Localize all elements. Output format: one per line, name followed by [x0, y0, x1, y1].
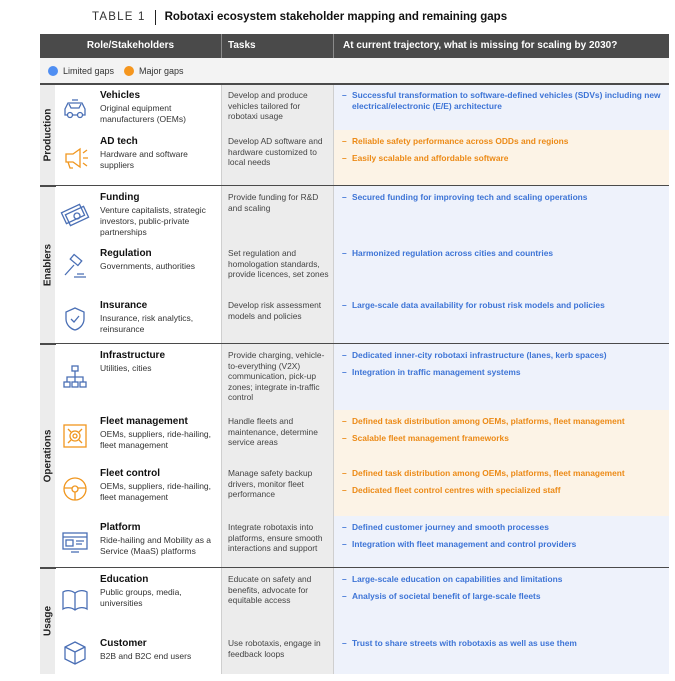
gap-item: – Scalable fleet management frameworks: [340, 433, 663, 444]
gaps-cell: [333, 130, 669, 186]
table-row: [56, 186, 669, 242]
gap-item: – Easily scalable and affordable software: [340, 153, 663, 164]
gap-item: – Secured funding for improving tech and scaling operations: [340, 192, 663, 203]
tasks-cell: [221, 186, 333, 242]
role-name: Fleet management: [100, 416, 188, 427]
gaps-cell: [333, 462, 669, 516]
tasks-text: Provide charging, vehicle-to-everything (V2X) communication, pick-up zones; integrate in-traffic control: [228, 350, 325, 402]
role-cell: [56, 294, 221, 344]
role-cell: [56, 516, 221, 568]
gaps-cell: [333, 186, 669, 242]
role-text: [100, 136, 219, 171]
role-description: Venture capitalists, strategic investors, public-private partnerships: [100, 205, 206, 237]
header-divider: [221, 34, 222, 58]
gap-item: – Reliable safety performance across ODDs and regions: [340, 136, 663, 147]
cube-icon: [60, 638, 90, 668]
gap-item: – Trust to share streets with robotaxis as well as use them: [340, 638, 663, 649]
gavel-icon: [60, 253, 90, 283]
role-description: Governments, authorities: [100, 261, 195, 271]
table-row: [56, 568, 669, 632]
gap-item: – Dedicated fleet control centres with specialized staff: [340, 485, 663, 496]
gap-item: – Defined task distribution among OEMs, platforms, fleet management: [340, 416, 663, 427]
legend: [40, 58, 669, 84]
section-operations: Operations: [40, 344, 55, 568]
role-name: Customer: [100, 638, 147, 649]
table-row: [56, 462, 669, 516]
header-tasks: Tasks: [228, 40, 256, 51]
header-gaps: At current trajectory, what is missing for scaling by 2030?: [343, 40, 618, 51]
table-row: [56, 516, 669, 568]
tasks-cell: [221, 516, 333, 568]
money-icon: [60, 199, 90, 229]
table-row: [56, 410, 669, 462]
tasks-text: Develop AD software and hardware customized to local needs: [228, 136, 323, 167]
gap-list: [340, 248, 663, 265]
role-text: [100, 574, 219, 609]
role-description: Public groups, media, universities: [100, 587, 182, 608]
gap-list: [340, 416, 663, 449]
tasks-text: Develop risk assessment models and policies: [228, 300, 322, 321]
gap-list: [340, 300, 663, 317]
table-label: TABLE 1: [92, 11, 146, 23]
role-description: B2B and B2C end users: [100, 651, 192, 661]
gap-list: [340, 350, 663, 383]
table-row: [56, 632, 669, 674]
tasks-cell: [221, 344, 333, 410]
section-usage: Usage: [40, 568, 55, 674]
sensor-icon: [60, 143, 90, 173]
section-enablers: Enablers: [40, 186, 55, 344]
role-description: Hardware and software suppliers: [100, 149, 188, 170]
table-row: [56, 242, 669, 294]
role-name: Funding: [100, 192, 140, 203]
role-name: Infrastructure: [100, 350, 166, 361]
tasks-text: Set regulation and homologation standards, provide licences, set zones: [228, 248, 329, 279]
role-name: Regulation: [100, 248, 152, 259]
gaps-cell: [333, 632, 669, 674]
table-title-row: [92, 8, 507, 26]
gap-item: – Dedicated inner-city robotaxi infrastructure (lanes, kerb spaces): [340, 350, 663, 361]
role-text: [100, 248, 219, 272]
role-text: [100, 300, 219, 335]
gap-item: – Integration with fleet management and control providers: [340, 539, 663, 550]
gaps-cell: [333, 242, 669, 294]
tasks-text: Manage safety backup drivers, monitor fleet performance: [228, 468, 313, 499]
legend-limited-label: Limited gaps: [63, 66, 115, 76]
tasks-text: Handle fleets and maintenance, determine service areas: [228, 416, 318, 447]
role-cell: [56, 344, 221, 410]
major-dot-icon: [124, 66, 134, 76]
gap-list: [340, 136, 663, 169]
role-text: [100, 522, 219, 557]
role-cell: [56, 568, 221, 632]
role-name: Vehicles: [100, 90, 141, 101]
role-cell: [56, 632, 221, 674]
tasks-text: Develop and produce vehicles tailored for robotaxi usage: [228, 90, 308, 121]
platform-icon: [60, 527, 90, 557]
gap-list: [340, 522, 663, 555]
role-description: Insurance, risk analytics, reinsurance: [100, 313, 194, 334]
tasks-cell: [221, 242, 333, 294]
gaps-cell: [333, 344, 669, 410]
role-text: [100, 350, 219, 374]
tasks-text: Use robotaxis, engage in feedback loops: [228, 638, 321, 659]
gaps-cell: [333, 516, 669, 568]
legend-major-label: Major gaps: [139, 66, 184, 76]
gap-item: – Harmonized regulation across cities and countries: [340, 248, 663, 259]
role-description: Ride-hailing and Mobility as a Service (MaaS) platforms: [100, 535, 212, 556]
role-text: [100, 90, 219, 125]
role-cell: [56, 242, 221, 294]
gaps-cell: [333, 84, 669, 130]
table-title: Robotaxi ecosystem stakeholder mapping and remaining gaps: [164, 11, 508, 23]
role-text: [100, 638, 219, 662]
tasks-cell: [221, 462, 333, 516]
gap-item: – Defined customer journey and smooth processes: [340, 522, 663, 533]
tasks-cell: [221, 130, 333, 186]
role-name: Education: [100, 574, 149, 585]
role-cell: [56, 462, 221, 516]
tasks-text: Educate on safety and benefits, advocate for equitable access: [228, 574, 312, 605]
role-description: Original equipment manufacturers (OEMs): [100, 103, 186, 124]
role-text: [100, 416, 219, 451]
table-row: [56, 344, 669, 410]
gap-list: [340, 574, 663, 607]
gap-list: [340, 638, 663, 655]
shield-icon: [60, 304, 90, 334]
tasks-cell: [221, 568, 333, 632]
gap-list: [340, 192, 663, 209]
section-production: Production: [40, 84, 55, 186]
table-row: [56, 130, 669, 186]
role-text: [100, 468, 219, 503]
gaps-cell: [333, 568, 669, 632]
tasks-text: Provide funding for R&D and scaling: [228, 192, 319, 213]
gap-item: – Large-scale data availability for robust risk models and policies: [340, 300, 663, 311]
role-name: Fleet control: [100, 468, 161, 479]
role-text: [100, 192, 219, 238]
role-name: AD tech: [100, 136, 138, 147]
role-cell: [56, 130, 221, 186]
section-divider: [40, 83, 669, 85]
title-divider: [155, 10, 156, 25]
limited-dot-icon: [48, 66, 58, 76]
network-icon: [60, 362, 90, 392]
car-icon: [60, 92, 90, 122]
role-description: OEMs, suppliers, ride-hailing, fleet management: [100, 481, 212, 502]
table-row: [56, 84, 669, 130]
gap-list: [340, 468, 663, 501]
fleet-icon: [60, 421, 90, 451]
gap-item: – Analysis of societal benefit of large-scale fleets: [340, 591, 663, 602]
gap-item: – Large-scale education on capabilities and limitations: [340, 574, 663, 585]
role-cell: [56, 186, 221, 242]
table-row: [56, 294, 669, 344]
gap-item: – Integration in traffic management systems: [340, 367, 663, 378]
role-description: Utilities, cities: [100, 363, 152, 373]
table-header: [40, 34, 669, 58]
tasks-cell: [221, 84, 333, 130]
gap-item: – Defined task distribution among OEMs, platforms, fleet management: [340, 468, 663, 479]
role-description: OEMs, suppliers, ride-hailing, fleet management: [100, 429, 212, 450]
tasks-cell: [221, 294, 333, 344]
gap-list: [340, 90, 663, 117]
role-name: Platform: [100, 522, 141, 533]
legend-major: [124, 66, 184, 76]
header-role: Role/Stakeholders: [86, 40, 175, 51]
tasks-text: Integrate robotaxis into platforms, ensure smooth interactions and support: [228, 522, 323, 553]
legend-limited: [48, 66, 114, 76]
tasks-cell: [221, 632, 333, 674]
gaps-cell: [333, 410, 669, 462]
book-icon: [60, 585, 90, 615]
role-cell: [56, 84, 221, 130]
gaps-cell: [333, 294, 669, 344]
tasks-cell: [221, 410, 333, 462]
steering-wheel-icon: [60, 474, 90, 504]
gap-item: – Successful transformation to software-defined vehicles (SDVs) including new electrical/electronic (E/E) architecture: [340, 90, 663, 111]
role-cell: [56, 410, 221, 462]
role-name: Insurance: [100, 300, 148, 311]
